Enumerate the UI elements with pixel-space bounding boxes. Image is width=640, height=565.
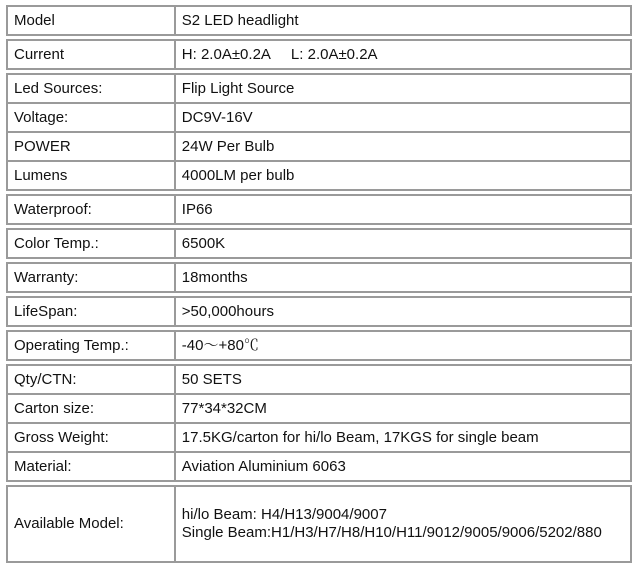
row-label: Warranty: (7, 263, 175, 292)
row-value: IP66 (175, 195, 631, 224)
table-row (7, 6, 631, 35)
table-row (7, 365, 631, 394)
table-row (7, 229, 631, 258)
row-label: Model (7, 6, 175, 35)
row-label: LifeSpan: (7, 297, 175, 326)
row-label: Waterproof: (7, 195, 175, 224)
row-label: Operating Temp.: (7, 331, 175, 360)
table-row (7, 263, 631, 292)
row-value: DC9V-16V (175, 103, 631, 132)
row-label: Lumens (7, 161, 175, 190)
value-line: hi/lo Beam: H4/H13/9004/9007 (181, 506, 387, 523)
table-row (7, 331, 631, 360)
row-label: Led Sources: (7, 74, 175, 103)
row-value: 4000LM per bulb (175, 161, 631, 190)
row-value: -40～+80℃ (175, 331, 631, 360)
row-label: Carton size: (7, 394, 175, 423)
row-label: POWER (7, 132, 175, 161)
table-row (7, 161, 631, 190)
spec-table (6, 5, 632, 563)
table-row (7, 423, 631, 452)
value-line: Single Beam:H1/H3/H7/H8/H10/H11/9012/9005/9006/5202/880 (181, 524, 602, 541)
row-label: Voltage: (7, 103, 175, 132)
row-label: Material: (7, 452, 175, 481)
row-value: 6500K (175, 229, 631, 258)
table-row (7, 394, 631, 423)
row-label: Qty/CTN: (7, 365, 175, 394)
row-value: Flip Light Source (175, 74, 631, 103)
row-label: Gross Weight: (7, 423, 175, 452)
table-row (7, 103, 631, 132)
row-value: Aviation Aluminium 6063 (175, 452, 631, 481)
row-label: Color Temp.: (7, 229, 175, 258)
table-row (7, 486, 631, 562)
table-row (7, 195, 631, 224)
table-row (7, 452, 631, 481)
table-row (7, 132, 631, 161)
row-value: 17.5KG/carton for hi/lo Beam, 17KGS for single beam (175, 423, 631, 452)
row-value: 18months (175, 263, 631, 292)
row-value: 24W Per Bulb (175, 132, 631, 161)
row-label: Available Model: (7, 486, 175, 562)
row-value: 50 SETS (175, 365, 631, 394)
row-value (175, 486, 631, 562)
row-value: S2 LED headlight (175, 6, 631, 35)
row-value: H: 2.0A±0.2A L: 2.0A±0.2A (175, 40, 631, 69)
row-label: Current (7, 40, 175, 69)
row-value: >50,000hours (175, 297, 631, 326)
table-row (7, 297, 631, 326)
row-value: 77*34*32CM (175, 394, 631, 423)
table-row (7, 74, 631, 103)
table-row (7, 40, 631, 69)
